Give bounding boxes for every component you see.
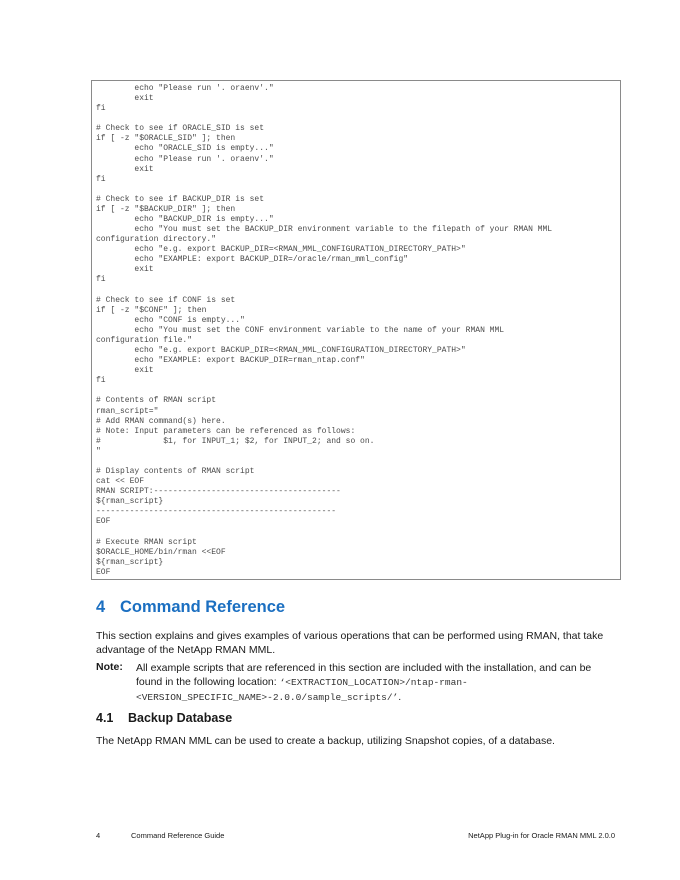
- footer-product: NetApp Plug-in for Oracle RMAN MML 2.0.0: [468, 831, 615, 840]
- section-title: Command Reference: [120, 598, 286, 616]
- footer-doc-title: Command Reference Guide: [131, 831, 225, 840]
- note-path: ‘<EXTRACTION_LOCATION>/ntap-rman-<VERSION_SPECIFIC_NAME>-2.0.0/sample_scripts/’: [136, 677, 468, 703]
- note-text: [136, 661, 614, 705]
- section-intro: This section explains and gives examples of various operations that can be performed using RMAN, that take advantage of the NetApp RMAN MML.: [96, 630, 604, 656]
- footer-page-number: 4: [96, 831, 101, 840]
- subsection-title: Backup Database: [128, 711, 233, 725]
- code-block: [91, 80, 621, 580]
- section-heading: [96, 598, 285, 617]
- section-number: 4: [96, 598, 106, 616]
- subsection-heading: [96, 711, 232, 725]
- note-end: .: [398, 691, 402, 703]
- subsection-number: 4.1: [96, 711, 114, 725]
- note-label: Note:: [96, 661, 123, 673]
- subsection-text: The NetApp RMAN MML can be used to create a backup, utilizing Snapshot copies, of a database.: [96, 735, 555, 747]
- code-text: echo "Please run '. oraenv'." exit fi # Check to see if ORACLE_SID is set if [ -z "$ORACLE_SID" ]; then echo "ORACLE_SID is empty..." echo "Please run '. oraenv'." exit fi # Check to see if BACKUP_DIR is set if [ -z "$BACKUP_DIR" ]; then echo "BACKUP_DIR is empty..." echo "You must set the BACKUP_DIR environment variable to the filepath of your RMAN MML configuration directory." echo "e.g. export BACKUP_DIR=<RMAN_MML_CONFIGURATION_DIRECTORY_PATH>" echo "EXAMPLE: export BACKUP_DIR=/oracle/rman_mml_config" exit fi # Check to see if CONF is set if [ -z "$CONF" ]; then echo "CONF is empty..." echo "You must set the CONF environment variable to the name of your RMAN MML configuration file." echo "e.g. export BACKUP_DIR=<RMAN_MML_CONFIGURATION_DIRECTORY_PATH>" echo "EXAMPLE: export BACKUP_DIR=rman_ntap.conf" exit fi # Contents of RMAN script rman_script=" # Add RMAN command(s) here. # Note: Input parameters can be referenced as follows: # $1, for INPUT_1; $2, for INPUT_2; and so on. " # Display contents of RMAN script cat << EOF RMAN SCRIPT:--------------------------------------- ${rman_script} -------------------------------------------------- EOF # Execute RMAN script $ORACLE_HOME/bin/rman <<EOF ${rman_script} EOF: [96, 84, 553, 577]
- note-body: All example scripts that are referenced in this section are included with the installation, and can be found in the following location:: [136, 662, 592, 688]
